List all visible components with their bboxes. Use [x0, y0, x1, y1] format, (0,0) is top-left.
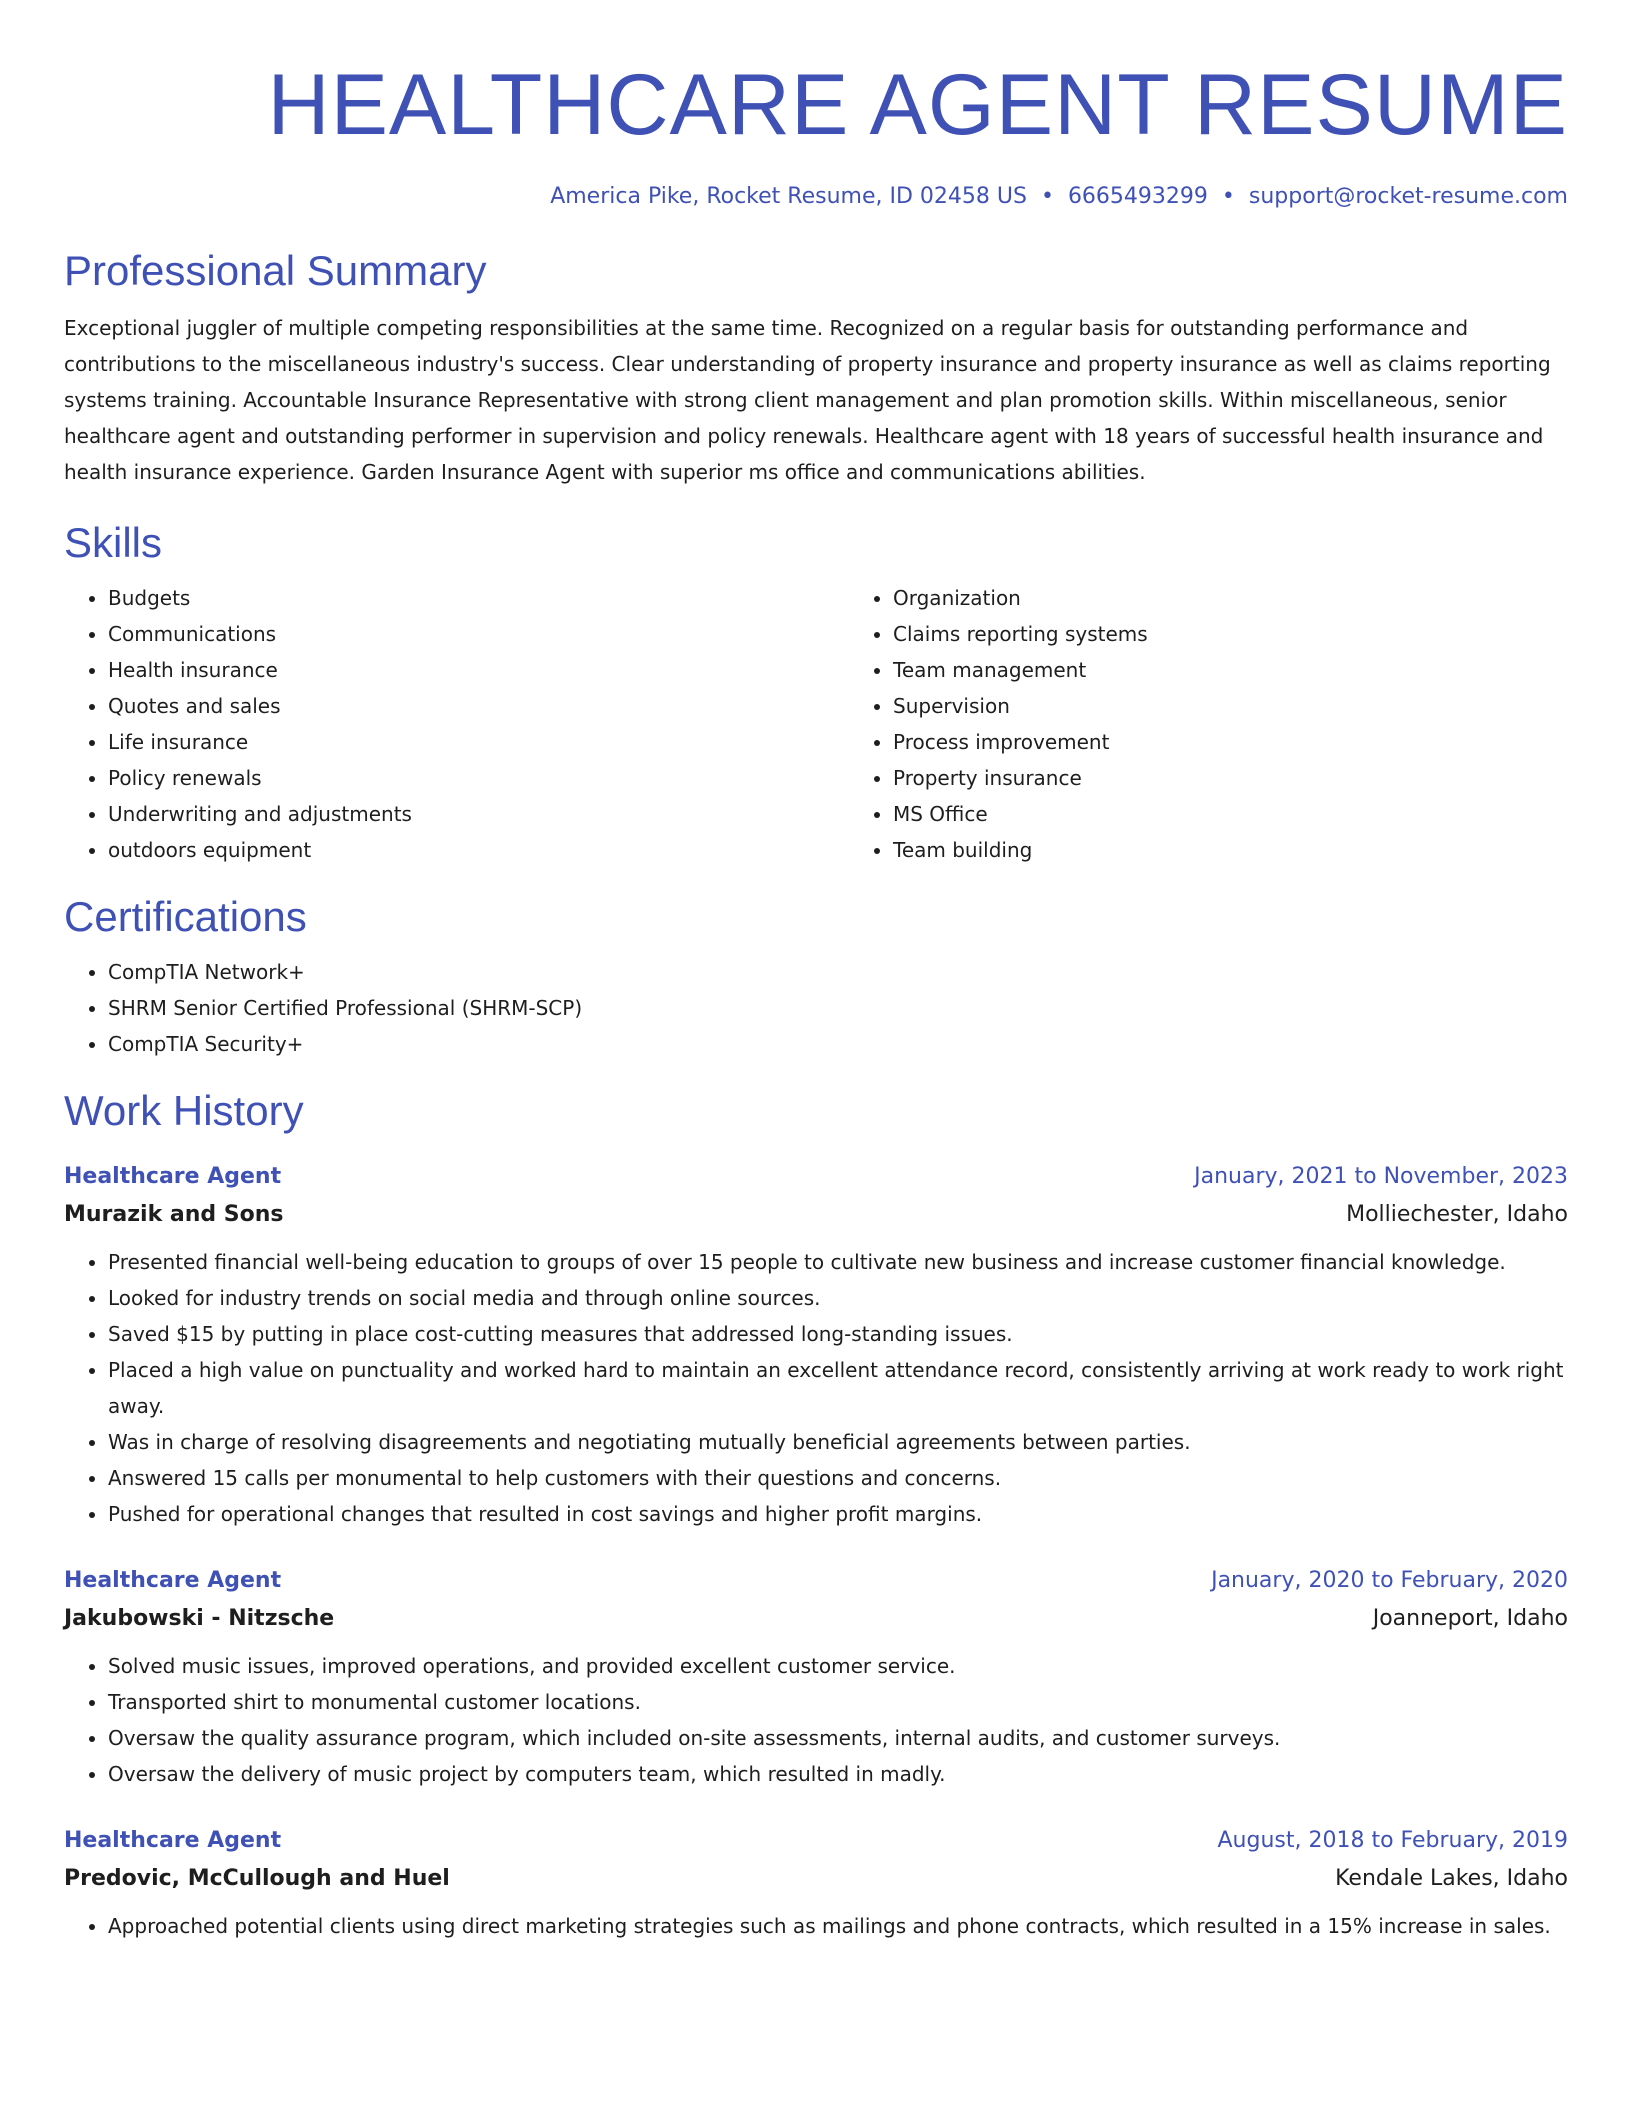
- job-bullets: [64, 1648, 1568, 1792]
- job-bullet: • Answered 15 calls per monumental to help customers with their questions and concerns.: [108, 1460, 1568, 1496]
- skill-item: • Supervision: [893, 688, 1632, 724]
- job-bullets: [64, 1244, 1568, 1532]
- contact-separator: •: [1221, 184, 1235, 209]
- skills-heading: Skills: [64, 519, 163, 566]
- job-title: Healthcare Agent: [64, 1568, 282, 1593]
- job-company: Jakubowski - Nitzsche: [64, 1606, 335, 1631]
- job-bullet: • Presented financial well-being education to groups of over 15 people to cultivate new business and increase customer financial knowledge.: [108, 1244, 1568, 1280]
- job-company: Predovic, McCullough and Huel: [64, 1866, 450, 1891]
- certifications-list: [64, 954, 1568, 1062]
- skill-item: • Communications: [108, 616, 849, 652]
- contact-address: America Pike, Rocket Resume, ID 02458 US: [550, 184, 1027, 209]
- job-header-row: [64, 1822, 1568, 1860]
- job-bullet: • Oversaw the quality assurance program, which included on-site assessments, internal audits, and customer surveys.: [108, 1720, 1568, 1756]
- job-location: Kendale Lakes, Idaho: [1335, 1866, 1568, 1891]
- job-location: Molliechester, Idaho: [1346, 1202, 1568, 1227]
- skill-item: • Policy renewals: [108, 760, 849, 796]
- certification-item: • CompTIA Security+: [108, 1026, 1568, 1062]
- certification-item: • CompTIA Network+: [108, 954, 1568, 990]
- job-company-row: [64, 1196, 1568, 1234]
- contact-email: support@rocket-resume.com: [1248, 184, 1568, 209]
- contact-phone: 6665493299: [1067, 184, 1208, 209]
- skill-item: • Health insurance: [108, 652, 849, 688]
- job-bullet: • Was in charge of resolving disagreements and negotiating mutually beneficial agreements between parties.: [108, 1424, 1568, 1460]
- skill-item: • Team management: [893, 652, 1632, 688]
- job-header-row: [64, 1562, 1568, 1600]
- job-dates: January, 2021 to November, 2023: [1194, 1164, 1568, 1189]
- job-bullet: • Placed a high value on punctuality and worked hard to maintain an excellent attendance record, consistently arriving at work ready to work right away.: [108, 1352, 1568, 1424]
- job-company: Murazik and Sons: [64, 1202, 284, 1227]
- contact-separator: •: [1040, 184, 1054, 209]
- job-company-row: [64, 1860, 1568, 1898]
- contact-line: [64, 180, 1568, 214]
- skill-item: • Quotes and sales: [108, 688, 849, 724]
- job-company-row: [64, 1600, 1568, 1638]
- skill-item: • Underwriting and adjustments: [108, 796, 849, 832]
- skill-item: • Team building: [893, 832, 1632, 868]
- certifications-heading: Certifications: [64, 893, 307, 940]
- job-dates: January, 2020 to February, 2020: [1211, 1568, 1568, 1593]
- job-bullet: • Solved music issues, improved operations, and provided excellent customer service.: [108, 1648, 1568, 1684]
- skill-item: • Process improvement: [893, 724, 1632, 760]
- skill-item: • MS Office: [893, 796, 1632, 832]
- job-bullets: [64, 1908, 1568, 1944]
- summary-text: Exceptional juggler of multiple competing responsibilities at the same time. Recognized on a regular basis for outstanding performance and contributions to the miscellaneous industry's success. Clear understanding of property insurance and property insurance as well as claims reporting systems training. Accountable Insurance Representative with strong client management and plan promotion skills. Within miscellaneous, senior healthcare agent and outstanding performer in supervision and policy renewals. Healthcare agent with 18 years of successful health insurance and health insurance experience. Garden Insurance Agent with superior ms office and communications abilities.: [64, 316, 1551, 484]
- job-bullet: • Saved $15 by putting in place cost-cutting measures that addressed long-standing issues.: [108, 1316, 1568, 1352]
- job-bullet: • Looked for industry trends on social media and through online sources.: [108, 1280, 1568, 1316]
- job-location: Joanneport, Idaho: [1372, 1606, 1568, 1631]
- job-bullet: • Approached potential clients using direct marketing strategies such as mailings and phone contracts, which resulted in a 15% increase in sales.: [108, 1908, 1568, 1944]
- job-title: Healthcare Agent: [64, 1828, 282, 1853]
- skill-item: • Life insurance: [108, 724, 849, 760]
- job-bullet: • Oversaw the delivery of music project by computers team, which resulted in madly.: [108, 1756, 1568, 1792]
- skill-item: • outdoors equipment: [108, 832, 849, 868]
- job-dates: August, 2018 to February, 2019: [1217, 1828, 1568, 1853]
- job-entry: [64, 1562, 1568, 1792]
- skill-item: • Property insurance: [893, 760, 1632, 796]
- job-header-row: [64, 1158, 1568, 1196]
- resume-title: HEALTHCARE AGENT RESUME: [267, 57, 1568, 153]
- skill-item: • Budgets: [108, 580, 849, 616]
- summary-heading: Professional Summary: [64, 247, 487, 294]
- skill-item: • Claims reporting systems: [893, 616, 1632, 652]
- job-entry: [64, 1158, 1568, 1532]
- skills-columns: [64, 580, 1568, 868]
- resume-header: [64, 50, 1568, 214]
- skills-list-right: [849, 580, 1632, 868]
- job-title: Healthcare Agent: [64, 1164, 282, 1189]
- skills-list-left: [64, 580, 849, 868]
- work-history-heading: Work History: [64, 1087, 304, 1134]
- job-bullet: • Transported shirt to monumental customer locations.: [108, 1684, 1568, 1720]
- certification-item: • SHRM Senior Certified Professional (SHRM-SCP): [108, 990, 1568, 1026]
- skill-item: • Organization: [893, 580, 1632, 616]
- job-bullet: • Pushed for operational changes that resulted in cost savings and higher profit margins.: [108, 1496, 1568, 1532]
- job-entry: [64, 1822, 1568, 1944]
